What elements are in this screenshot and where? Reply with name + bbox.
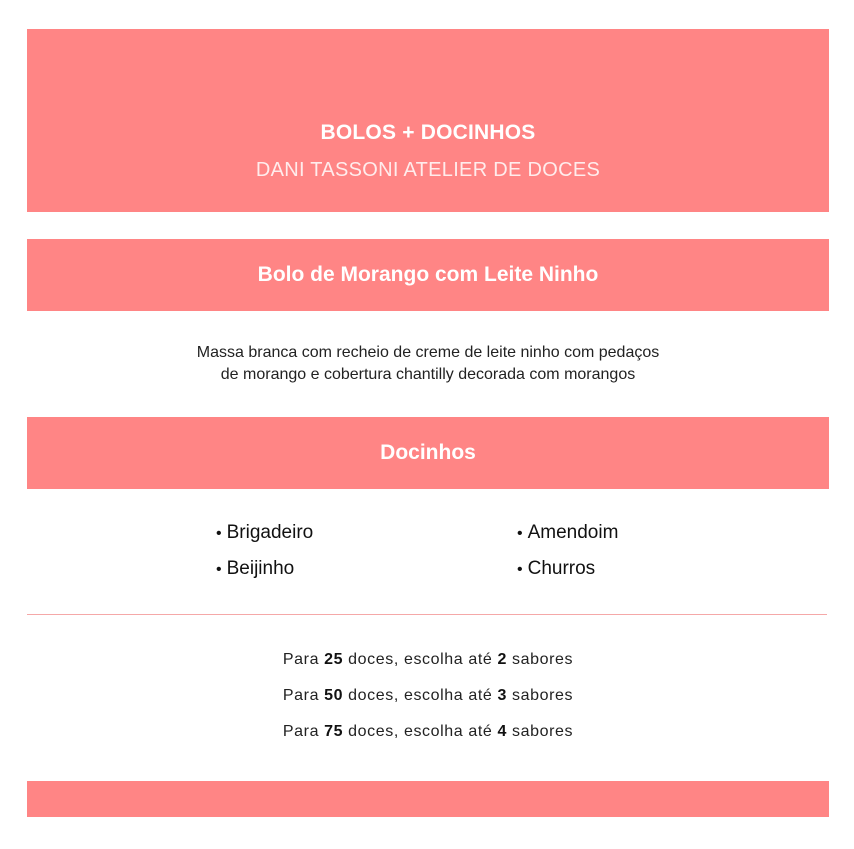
portion-flavors: 2 [497, 651, 507, 668]
footer-banner [27, 781, 829, 817]
portion-suffix: sabores [512, 651, 574, 668]
portion-prefix: Para [282, 723, 320, 740]
sweets-heading: Docinhos [380, 441, 476, 464]
portion-middle: doces, escolha até [348, 723, 493, 740]
page-title: BOLOS + DOCINHOS [320, 121, 536, 144]
bullet-icon: • [517, 525, 523, 542]
portion-quantity: 25 [324, 651, 344, 668]
portion-suffix: sabores [512, 723, 574, 740]
bullet-icon: • [517, 561, 523, 578]
portion-prefix: Para [282, 651, 320, 668]
portion-flavors: 4 [497, 723, 507, 740]
cake-description-line-1: Massa branca com recheio de creme de leite ninho com pedaços [196, 344, 660, 361]
portion-row [27, 648, 829, 684]
list-item [216, 519, 313, 555]
header-banner [27, 29, 829, 212]
sweets-list-left [216, 519, 313, 591]
bullet-icon: • [216, 525, 222, 542]
portion-middle: doces, escolha até [348, 687, 493, 704]
cake-banner [27, 239, 829, 311]
cake-description [27, 342, 829, 386]
cake-name: Bolo de Morango com Leite Ninho [257, 263, 599, 286]
portion-row [27, 720, 829, 756]
sweet-name: Churros [527, 558, 596, 579]
portion-suffix: sabores [512, 687, 574, 704]
sweet-name: Beijinho [226, 558, 295, 579]
sweet-name: Brigadeiro [226, 522, 314, 543]
portion-middle: doces, escolha até [348, 651, 493, 668]
bullet-icon: • [216, 561, 222, 578]
portion-quantity: 75 [324, 723, 344, 740]
portion-row [27, 684, 829, 720]
portion-prefix: Para [282, 687, 320, 704]
list-item [216, 555, 313, 591]
sweets-list-right [517, 519, 618, 591]
list-item [517, 555, 618, 591]
sweet-name: Amendoim [527, 522, 619, 543]
sweets-banner [27, 417, 829, 489]
divider [27, 614, 827, 615]
cake-description-line-2: de morango e cobertura chantilly decorada com morangos [220, 366, 636, 383]
portion-quantity: 50 [324, 687, 344, 704]
list-item [517, 519, 618, 555]
page-subtitle: DANI TASSONI ATELIER DE DOCES [255, 159, 601, 181]
portions-info [27, 648, 829, 756]
portion-flavors: 3 [497, 687, 507, 704]
